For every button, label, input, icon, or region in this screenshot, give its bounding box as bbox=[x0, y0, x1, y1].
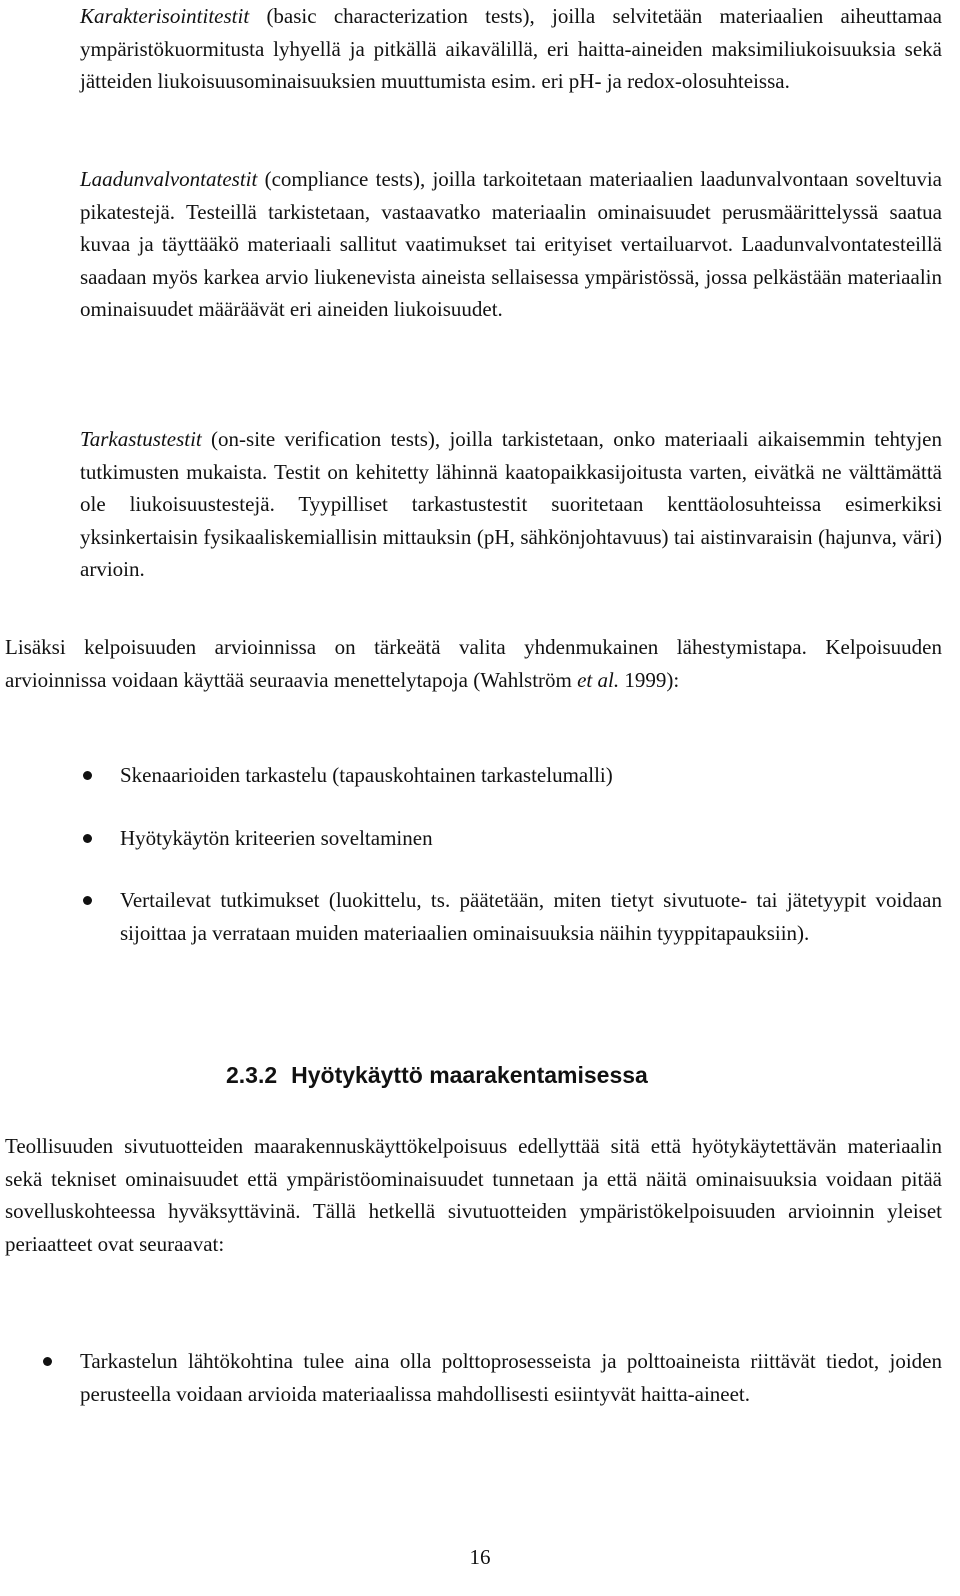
list-item-text: Hyötykäytön kriteerien soveltaminen bbox=[120, 825, 433, 850]
bullet-icon bbox=[83, 771, 92, 780]
paragraph-laadunvalvontatestit bbox=[80, 163, 942, 326]
term-tarkastustestit: Tarkastustestit bbox=[80, 427, 202, 451]
term-laadunvalvontatestit: Laadunvalvontatestit bbox=[80, 167, 258, 191]
methods-list bbox=[120, 759, 942, 949]
list-item bbox=[120, 822, 942, 855]
bullet-icon bbox=[43, 1357, 52, 1366]
paragraph-text-after: 1999): bbox=[619, 667, 680, 692]
list-item bbox=[120, 759, 942, 792]
citation-et-al: et al. bbox=[577, 667, 620, 692]
paragraph-text: (basic characterization tests), joilla selvitetään materiaalien aiheuttamaa ympäristökuormitusta lyhyellä ja pitkällä aikavälillä, eri haitta-aineiden maksimiliukoisuuksia sekä jätteiden liukoisuusominaisuuksien muuttumista esim. eri pH- ja redox-olosuhteissa. bbox=[80, 4, 942, 93]
paragraph-teollisuus bbox=[5, 1130, 942, 1260]
section-number: 2.3.2 bbox=[226, 1062, 278, 1088]
page-number: 16 bbox=[469, 1545, 491, 1569]
bullet-icon bbox=[83, 896, 92, 905]
section-title: Hyötykäyttö maarakentamisessa bbox=[291, 1062, 648, 1088]
term-karakterisointitestit: Karakterisointitestit bbox=[80, 4, 250, 28]
paragraph-text: (compliance tests), joilla tarkoitetaan materiaalien laadunvalvontaan soveltuvia pikatestejä. Testeillä tarkistetaan, vastaavatko materiaalin ominaisuudet perusmäärittelyssä saatua kuvaa ja täyttääkö materiaali sallitut vaatimukset tai erityiset vertailuarvot. Laadunvalvontatesteillä saadaan myös karkea arvio liukenevista aineista sellaisessa ympäristössä, jossa pelkästään materiaalin ominaisuudet määräävät eri aineiden liukoisuudet. bbox=[80, 167, 942, 321]
list-item-text: Skenaarioiden tarkastelu (tapauskohtainen tarkastelumalli) bbox=[120, 763, 613, 787]
list-item-text: Vertailevat tutkimukset (luokittelu, ts. päätetään, miten tietyt sivutuote- tai jätetyypit voidaan sijoittaa ja verrataan muiden materiaalien ominaisuuksia näihin tyyppitapauksiin). bbox=[120, 888, 942, 945]
bullet-icon bbox=[83, 834, 92, 843]
paragraph-text: Teollisuuden sivutuotteiden maarakennuskäyttökelpoisuus edellyttää sitä että hyötykäytettävän materiaalin sekä tekniset ominaisuudet että ympäristöominaisuudet tunnetaan ja että näitä ominaisuuksia voidaan pitää sovelluskohteessa hyväksyttävinä. Tällä hetkellä sivutuotteiden ympäristökelpoisuuden arvioinnin yleiset periaatteet ovat seuraavat: bbox=[5, 1134, 942, 1256]
paragraph-lisaksi bbox=[5, 631, 942, 696]
paragraph-text: (on-site verification tests), joilla tarkistetaan, onko materiaali aikaisemmin tehtyjen tutkimusten mukaista. Testit on kehitetty lähinnä kaatopaikkasijoitusta varten, eivätkä ne välttämättä ole liukoisuustestejä. Tyypilliset tarkastustestit suoritetaan kenttäolosuhteissa esimerkiksi yksinkertaisin fysikaaliskemiallisin mittauksin (pH, sähkönjohtavuus) tai aistinvaraisin (hajunva, väri) arvioin. bbox=[80, 427, 942, 581]
list-item-text: Tarkastelun lähtökohtina tulee aina olla polttoprosesseista ja polttoaineista riittävät tiedot, joiden perusteella voidaan arvioida materiaalissa mahdollisesti esiintyvät haitta-aineet. bbox=[80, 1349, 942, 1406]
paragraph-text-before: Lisäksi kelpoisuuden arvioinnissa on tärkeätä valita yhdenmukainen lähestymistapa. Kelpoisuuden arvioinnissa voidaan käyttää seuraavia menettelytapoja (Wahlström bbox=[5, 635, 942, 692]
principles-list bbox=[80, 1345, 942, 1410]
section-heading bbox=[226, 1060, 648, 1090]
list-item bbox=[120, 884, 942, 949]
paragraph-karakterisointitestit bbox=[80, 0, 942, 98]
paragraph-tarkastustestit bbox=[80, 423, 942, 586]
list-item bbox=[80, 1345, 942, 1410]
